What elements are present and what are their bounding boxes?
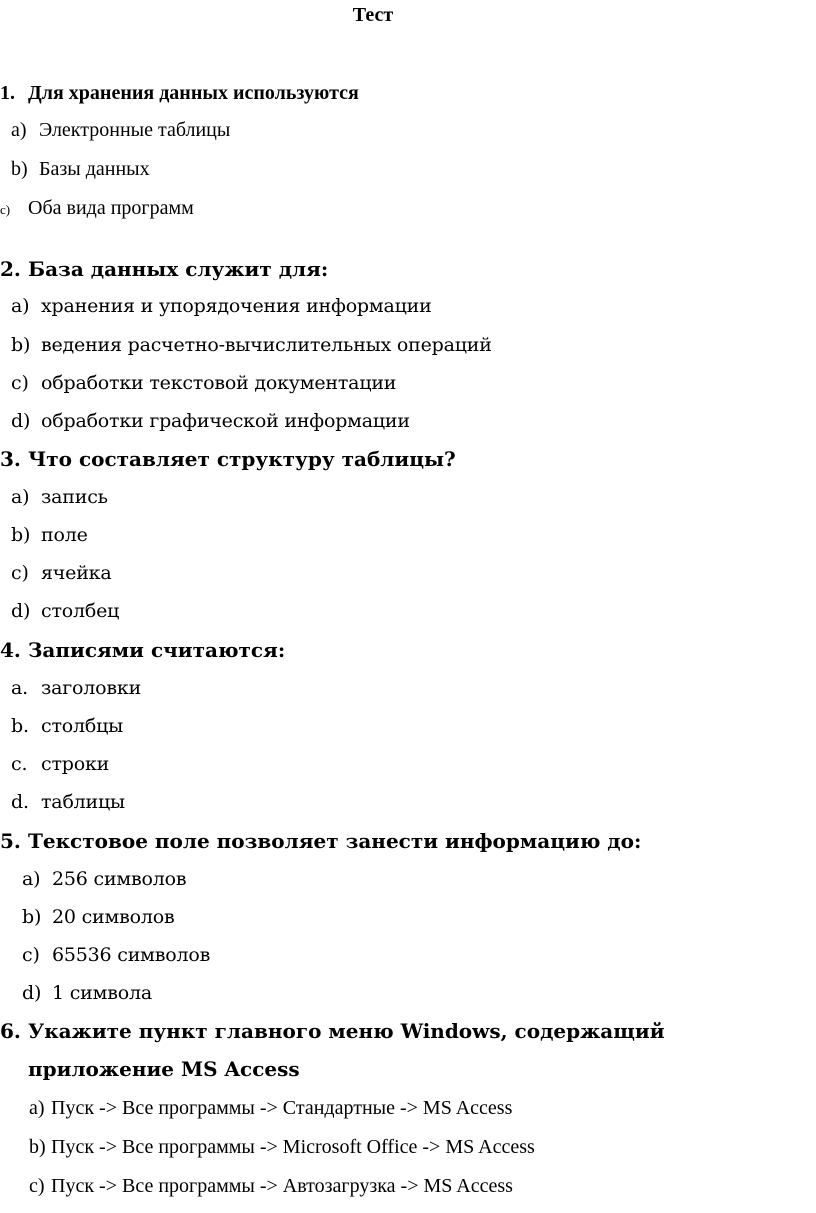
option-text: 65536 символов	[52, 944, 211, 966]
option-marker: c)	[11, 562, 29, 584]
question-3	[0, 446, 456, 472]
option-marker: c)	[22, 944, 40, 966]
option-marker: d)	[22, 982, 42, 1004]
option-marker: c)	[29, 1175, 45, 1197]
option-text: Пуск -> Все программы -> Microsoft Office -> MS Access	[51, 1136, 535, 1158]
option-text: 256 символов	[52, 868, 187, 890]
question-number: 6.	[0, 1019, 21, 1043]
question-5-option-b	[22, 905, 174, 929]
question-2-option-c	[11, 371, 396, 395]
option-text: 20 символов	[52, 906, 175, 928]
question-5-option-d	[22, 981, 152, 1005]
option-text: ведения расчетно-вычислительных операций	[41, 334, 492, 356]
question-5-option-a	[22, 867, 186, 891]
option-text: Электронные таблицы	[39, 119, 231, 141]
question-text: Для хранения данных используются	[28, 82, 359, 104]
option-marker: a)	[11, 119, 27, 141]
option-marker: a)	[29, 1097, 45, 1119]
option-marker: a.	[11, 677, 28, 699]
option-marker: b)	[22, 906, 42, 928]
option-marker: d)	[11, 600, 31, 622]
option-marker: b.	[11, 715, 29, 737]
question-6-text-line-2: приложение MS Access	[28, 1057, 300, 1081]
option-text: 1 символа	[52, 982, 152, 1004]
question-text: База данных служит для:	[28, 257, 329, 281]
question-text: Записями считаются:	[28, 638, 286, 662]
question-number: 2.	[0, 257, 21, 281]
option-text: строки	[41, 753, 110, 775]
option-marker: b)	[11, 524, 31, 546]
option-marker: a)	[11, 295, 30, 317]
option-text: Пуск -> Все программы -> Стандартные -> MS Access	[51, 1097, 513, 1119]
question-number: 4.	[0, 638, 21, 662]
question-text: Текстовое поле позволяет занести информацию до:	[28, 829, 642, 853]
question-number: 3.	[0, 447, 21, 471]
question-1-option-a	[11, 118, 230, 142]
option-marker: b)	[11, 158, 28, 180]
option-marker: a)	[11, 486, 30, 508]
option-text: Базы данных	[39, 158, 150, 180]
question-5	[0, 828, 641, 854]
question-6-option-b	[29, 1135, 535, 1159]
question-6	[0, 1018, 665, 1044]
question-1-option-c	[0, 196, 194, 222]
question-2-option-d	[11, 409, 410, 433]
question-number: 5.	[0, 829, 21, 853]
question-6-option-a	[29, 1096, 512, 1120]
option-marker: c)	[0, 202, 11, 217]
question-2-option-b	[11, 333, 492, 357]
option-marker: b)	[29, 1136, 46, 1158]
option-marker: c.	[11, 753, 28, 775]
option-text: заголовки	[41, 677, 142, 699]
question-3-option-a	[11, 485, 108, 509]
option-text: Пуск -> Все программы -> Автозагрузка -> MS Access	[51, 1175, 513, 1197]
option-marker: c)	[11, 372, 29, 394]
question-4-option-a	[11, 676, 141, 700]
question-2	[0, 256, 328, 282]
question-text-line-1: Укажите пункт главного меню Windows, содержащий	[28, 1019, 665, 1043]
question-text: Что составляет структуру таблицы?	[28, 447, 456, 471]
option-text: таблицы	[41, 791, 125, 813]
question-6-option-c	[29, 1174, 513, 1198]
option-text: столбец	[41, 600, 120, 622]
option-marker: b)	[11, 334, 31, 356]
question-3-option-c	[11, 561, 111, 585]
question-1-option-b	[11, 157, 150, 181]
question-2-option-a	[11, 294, 432, 318]
option-text: обработки графической информации	[41, 410, 410, 432]
question-4-option-d	[11, 790, 125, 814]
option-marker: a)	[22, 868, 41, 890]
option-marker: d.	[11, 791, 29, 813]
option-marker: d)	[11, 410, 31, 432]
option-text: поле	[41, 524, 88, 546]
question-3-option-d	[11, 599, 119, 623]
option-text: хранения и упорядочения информации	[41, 295, 432, 317]
question-4-option-b	[11, 714, 123, 738]
option-text: запись	[41, 486, 108, 508]
question-4	[0, 637, 285, 663]
option-text: Оба вида программ	[28, 197, 194, 219]
option-text: столбцы	[41, 715, 124, 737]
question-number: 1.	[0, 82, 15, 104]
document-title: Тест	[352, 4, 394, 26]
option-text: ячейка	[41, 562, 112, 584]
question-3-option-b	[11, 523, 88, 547]
question-5-option-c	[22, 943, 210, 967]
option-text: обработки текстовой документации	[41, 372, 397, 394]
question-1	[0, 81, 359, 105]
question-4-option-c	[11, 752, 109, 776]
